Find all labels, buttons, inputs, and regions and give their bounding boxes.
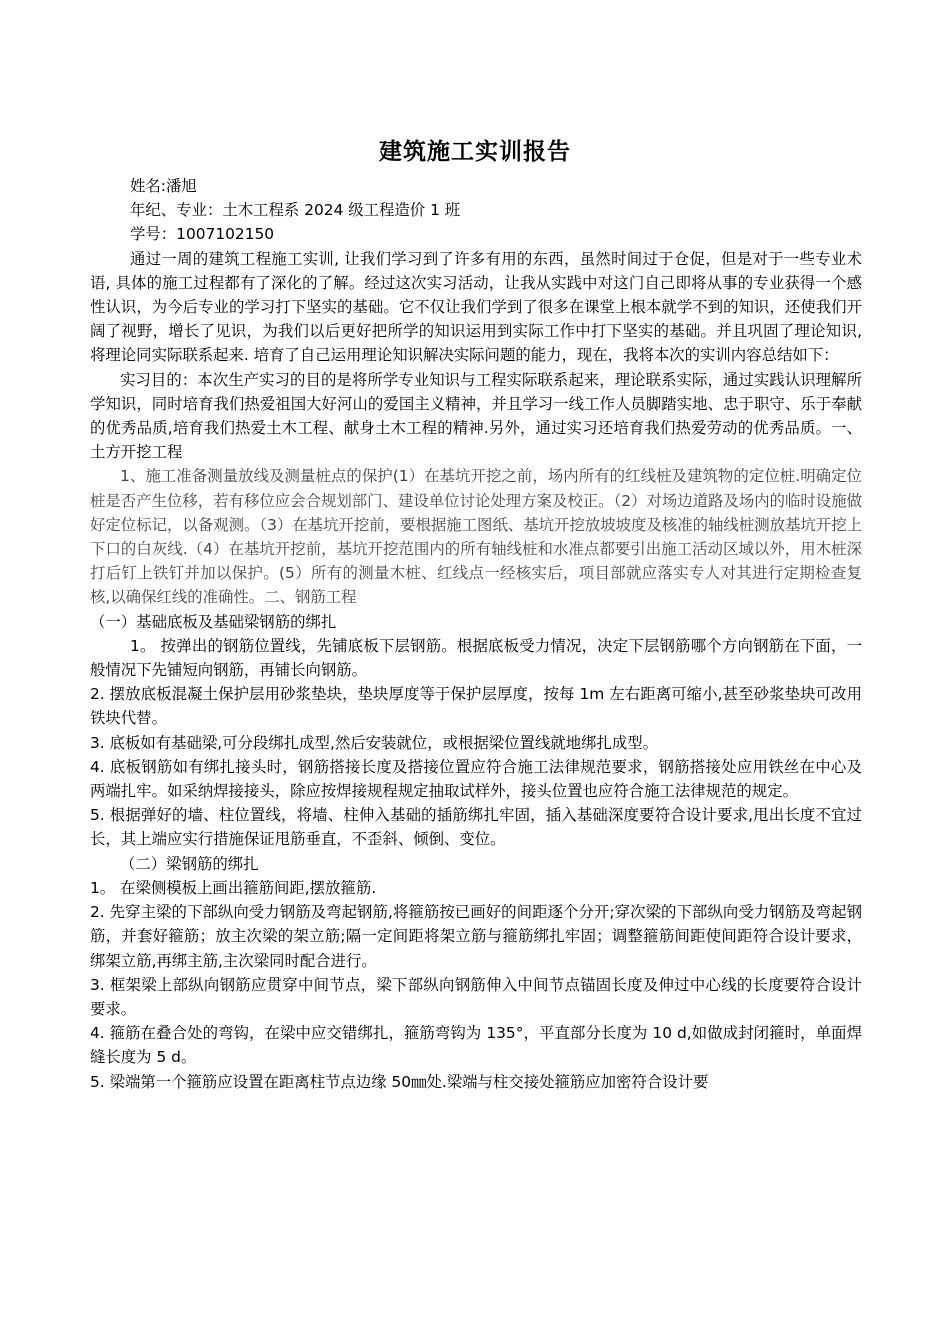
student-id: 学号：1007102150 xyxy=(130,225,275,244)
document-title: 建筑施工实训报告 xyxy=(379,139,571,165)
section-heading-foundation-rebar: （一）基础底板及基础梁钢筋的绑扎 xyxy=(90,612,337,631)
document-body xyxy=(90,174,862,1094)
list-item: 3. 框架梁上部纵向钢筋应贯穿中间节点，梁下部纵向钢筋伸入中间节点锚固长度及伸过中心线的长度要符合设计要求。 xyxy=(90,975,862,1018)
intro-paragraph: 通过一周的建筑工程施工实训, 让我们学习到了许多有用的东西，虽然时间过于仓促，但是对于一些专业术语, 具体的施工过程都有了深化的了解。经过这次实习活动，让我从实践中对这门自己即将从事的专业获得一个感性认识，为今后专业的学习打下坚实的基础。它不仅让我们学到了很多在课堂上根本就学不到的知识，还使我们开阔了视野，增长了见识，为我们以后更好把所学的知识运用到实际工作中打下坚实的基础。并且巩固了理论知识, 将理论同实际联系起来. 培育了自己运用理论知识解决实际问题的能力，现在，我将本次的实训内容总结如下： xyxy=(90,249,862,365)
list-item: 4. 底板钢筋如有绑扎接头时，钢筋搭接长度及搭接位置应符合施工法律规范要求，钢筋搭接处应用铁丝在中心及两端扎牢。如采纳焊接接头，除应按焊接规程规定抽取试样外，接头位置也应符合施工法律规范的规定。 xyxy=(90,757,862,801)
section-heading-beam-rebar: （二）梁钢筋的绑扎 xyxy=(120,854,259,873)
earthwork-paragraph: 1、施工准备测量放线及测量桩点的保护(1）在基坑开挖之前，场内所有的红线桩及建筑物的定位桩.明确定位桩是否产生位移，若有移位应会合规划部门、建设单位讨论处理方案及校正。（2）对场边道路及场内的临时设施做好定位标记，以备观测。（3）在基坑开挖前，要根据施工图纸、基坑开挖放坡坡度及核准的轴线桩测放基坑开挖上下口的白灰线.（4）在基坑开挖前，基坑开挖范围内的所有轴线桩和水准点都要引出施工活动区域以外，用木桩深打后钉上铁钉并加以保护。(5）所有的测量木桩、红线点一经核实后，项目部就应落实专人对其进行定期检查复核,以确保红线的准确性。二、钢筋工程 xyxy=(90,467,862,607)
list-item: 1。 按弹出的钢筋位置线，先铺底板下层钢筋。根据底板受力情况，决定下层钢筋哪个方向钢筋在下面，一般情况下先铺短向钢筋，再铺长向钢筋。 xyxy=(90,636,862,680)
purpose-paragraph: 实习目的：本次生产实习的目的是将所学专业知识与工程实际联系起来，理论联系实际，通过实践认识理解所学知识，同时培育我们热爱祖国大好河山的爱国主义精神，并且学习一线工作人员脚踏实地、忠于职守、乐于奉献的优秀品质,培育我们热爱土木工程、献身土木工程的精神.另外，通过实习还培育我们热爱劳动的优秀品质。一、土方开挖工程 xyxy=(90,370,862,462)
list-item: 5. 根据弹好的墙、柱位置线，将墙、柱伸入基础的插筋绑扎牢固，插入基础深度要符合设计要求,甩出长度不宜过长，其上端应实行措施保证甩筋垂直，不歪斜、倾倒、变位。 xyxy=(90,806,862,849)
list-item: 4. 箍筋在叠合处的弯钩，在梁中应交错绑扎，箍筋弯钩为 135°，平直部分长度为 10 d,如做成封闭箍时，单面焊缝长度为 5 d。 xyxy=(90,1024,862,1067)
list-item: 3. 底板如有基础梁,可分段绑扎成型,然后安装就位，或根据梁位置线就地绑扎成型。 xyxy=(90,733,659,752)
list-item: 5. 梁端第一个箍筋应设置在距离柱节点边缘 50㎜处.梁端与柱交接处箍筋应加密符合设计要 xyxy=(90,1072,709,1091)
list-item: 1。 在梁侧模板上画出箍筋间距,摆放箍筋. xyxy=(90,878,377,897)
list-item: 2. 先穿主梁的下部纵向受力钢筋及弯起钢筋,将箍筋按已画好的间距逐个分开;穿次梁的下部纵向受力钢筋及弯起钢筋，并套好箍筋；放主次梁的架立筋;隔一定间距将架立筋与箍筋绑扎牢固；调整箍筋间距使间距符合设计要求，绑架立筋,再绑主筋,主次梁同时配合进行。 xyxy=(90,903,862,970)
student-major: 年纪、专业：土木工程系 2024 级工程造价 1 班 xyxy=(130,201,461,220)
list-item: 2. 摆放底板混凝土保护层用砂浆垫块，垫块厚度等于保护层厚度，按每 1m 左右距离可缩小,甚至砂浆垫块可改用铁块代替。 xyxy=(90,685,862,728)
student-name: 姓名:潘旭 xyxy=(130,177,197,195)
